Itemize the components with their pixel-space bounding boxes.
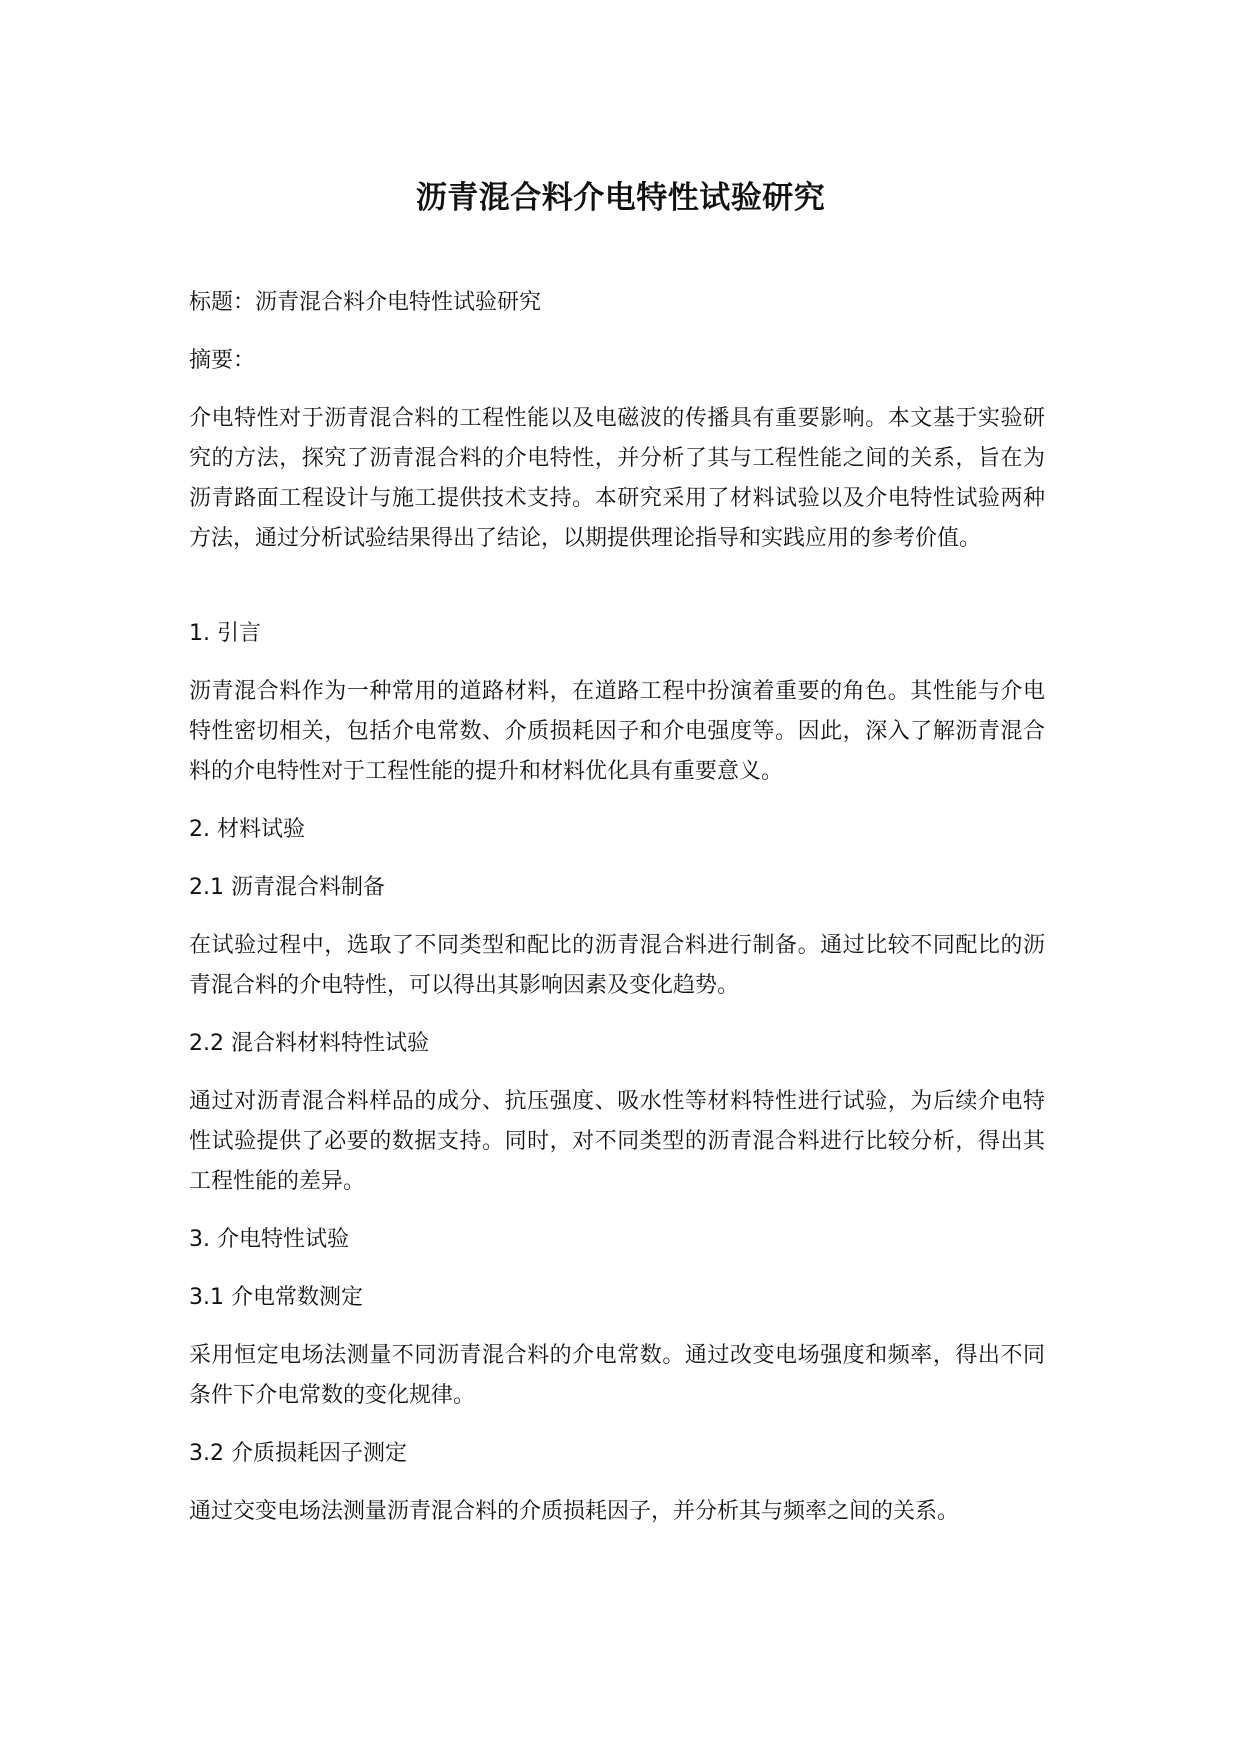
section-paragraph-3-2: 通过交变电场法测量沥青混合料的介质损耗因子，并分析其与频率之间的关系。 <box>189 1499 960 1524</box>
document-title: 沥青混合料介电特性试验研究 <box>415 180 826 216</box>
section-heading-2-1: 2.1 沥青混合料制备 <box>189 875 385 900</box>
section-paragraph-2-2: 通过对沥青混合料样品的成分、抗压强度、吸水性等材料特性进行试验，为后续介电特性试验提供了必要的数据支持。同时，对不同类型的沥青混合料进行比较分析，得出其工程性能的差异。 <box>189 1089 1045 1194</box>
abstract-paragraph: 介电特性对于沥青混合料的工程性能以及电磁波的传播具有重要影响。本文基于实验研究的方法，探究了沥青混合料的介电特性，并分析了其与工程性能之间的关系，旨在为沥青路面工程设计与施工提供技术支持。本研究采用了材料试验以及介电特性试验两种方法，通过分析试验结果得出了结论，以期提供理论指导和实践应用的参考价值。 <box>189 406 1045 551</box>
section-heading-3-1: 3.1 介电常数测定 <box>189 1285 363 1310</box>
section-heading-3: 3. 介电特性试验 <box>189 1227 349 1252</box>
section-paragraph-3-1: 采用恒定电场法测量不同沥青混合料的介电常数。通过改变电场强度和频率，得出不同条件下介电常数的变化规律。 <box>189 1343 1045 1408</box>
section-heading-2: 2. 材料试验 <box>189 817 305 842</box>
section-paragraph-1: 沥青混合料作为一种常用的道路材料，在道路工程中扮演着重要的角色。其性能与介电特性密切相关，包括介电常数、介质损耗因子和介电强度等。因此，深入了解沥青混合料的介电特性对于工程性能的提升和材料优化具有重要意义。 <box>189 679 1045 784</box>
section-heading-3-2: 3.2 介质损耗因子测定 <box>189 1441 407 1466</box>
abstract-label: 摘要： <box>189 348 256 373</box>
section-paragraph-2-1: 在试验过程中，选取了不同类型和配比的沥青混合料进行制备。通过比较不同配比的沥青混合料的介电特性，可以得出其影响因素及变化趋势。 <box>189 933 1045 998</box>
section-heading-1: 1. 引言 <box>189 621 261 646</box>
subject-line: 标题：沥青混合料介电特性试验研究 <box>189 290 542 315</box>
section-heading-2-2: 2.2 混合料材料特性试验 <box>189 1031 429 1056</box>
